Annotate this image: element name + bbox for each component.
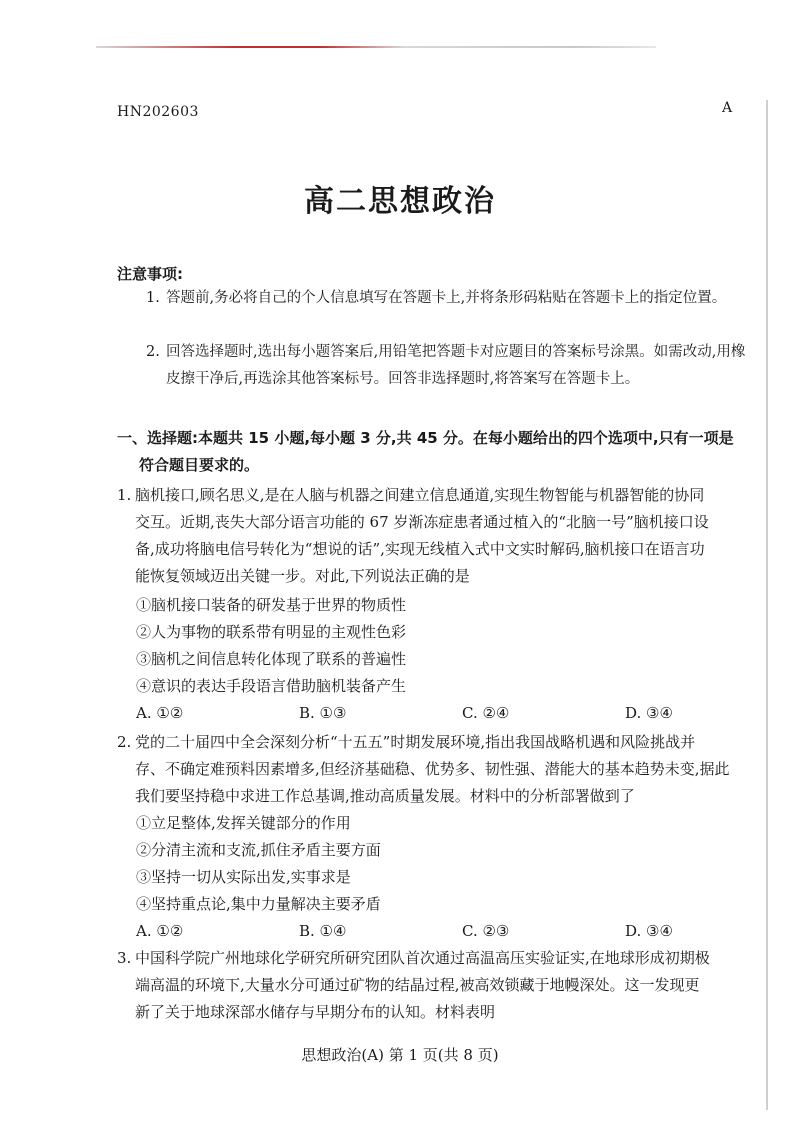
question-2-choices	[136, 918, 736, 945]
choice-c[interactable]: C. ②③	[462, 922, 510, 940]
statement: ①立足整体,发挥关键部分的作用	[136, 814, 351, 832]
statement: ④意识的表达手段语言借助脑机装备产生	[136, 677, 407, 695]
question-line: 存、不确定难预料因素增多,但经济基础稳、优势多、韧性强、潜能大的基本趋势未变,据此	[135, 760, 730, 778]
statement: ③脑机之间信息转化体现了联系的普遍性	[136, 650, 407, 668]
note-item-2	[146, 339, 746, 393]
statement: ②人为事物的联系带有明显的主观性色彩	[136, 623, 407, 641]
question-line: 党的二十届四中全会深刻分析“十五五”时期发展环境,指出我国战略机遇和风险挑战并	[135, 733, 696, 751]
question-line: 端高温的环境下,大量水分可通过矿物的结晶过程,被高效锁藏于地幔深处。这一发现更	[135, 976, 700, 994]
question-number: 2.	[117, 733, 132, 751]
page-footer: 思想政治(A) 第 1 页(共 8 页)	[301, 1046, 499, 1064]
choice-d[interactable]: D. ③④	[625, 922, 673, 940]
choice-a[interactable]: A. ①②	[136, 922, 184, 940]
top-border-line	[96, 46, 656, 48]
question-2-stem	[117, 729, 745, 810]
note-number: 1.	[146, 290, 160, 306]
question-number: 1.	[117, 486, 132, 504]
section-heading-lead: 一、选择题:本题共 15 小题,每小题 3 分,共 45 分。在每小题给出的四个选项中,只有一项是	[117, 429, 734, 447]
statement: ①脑机接口装备的研发基于世界的物质性	[136, 596, 407, 614]
question-line: 交互。近期,丧失大部分语言功能的 67 岁渐冻症患者通过植入的“北脑一号”脑机接口设	[135, 513, 709, 531]
note-item-1	[146, 285, 746, 312]
question-line: 脑机接口,顾名思义,是在人脑与机器之间建立信息通道,实现生物智能与机器智能的协同	[135, 486, 705, 504]
choice-c[interactable]: C. ②④	[462, 704, 510, 722]
question-line: 我们要坚持稳中求进工作总基调,推动高质量发展。材料中的分析部署做到了	[135, 787, 635, 805]
choice-b[interactable]: B. ①③	[299, 704, 347, 722]
statement: ④坚持重点论,集中力量解决主要矛盾	[136, 895, 381, 913]
question-1-choices	[136, 700, 736, 727]
question-line: 新了关于地球深部水储存与早期分布的认知。材料表明	[135, 1003, 496, 1021]
note-text: 答题前,务必将自己的个人信息填写在答题卡上,并将条形码粘贴在答题卡上的指定位置。	[166, 290, 727, 306]
question-line: 中国科学院广州地球化学研究所研究团队首次通过高温高压实验证实,在地球形成初期极	[135, 949, 710, 967]
choice-d[interactable]: D. ③④	[625, 704, 673, 722]
statement: ②分清主流和支流,抓住矛盾主要方面	[136, 841, 381, 859]
page-title: 高二思想政治	[304, 184, 496, 219]
statement: ③坚持一切从实际出发,实事求是	[136, 868, 351, 886]
paper-type-label: A	[722, 100, 733, 116]
note-number: 2.	[146, 344, 160, 360]
choice-b[interactable]: B. ①④	[299, 922, 347, 940]
right-margin-line	[766, 100, 768, 1110]
choice-a[interactable]: A. ①②	[136, 704, 184, 722]
question-line: 备,成功将脑电信号转化为“想说的话”,实现无线植入式中文实时解码,脑机接口在语言功	[135, 540, 705, 558]
question-number: 3.	[117, 949, 132, 967]
section-heading	[117, 425, 747, 479]
exam-code: HN202603	[117, 104, 199, 120]
question-line: 能恢复领域迈出关键一步。对此,下列说法正确的是	[135, 567, 470, 585]
note-text: 回答选择题时,选出每小题答案后,用铅笔把答题卡对应题目的答案标号涂黑。如需改动,用橡皮擦干净后,再选涂其他答案标号。回答非选择题时,将答案写在答题卡上。	[166, 344, 746, 387]
notes-heading: 注意事项:	[117, 265, 183, 283]
section-heading-cont: 符合题目要求的。	[139, 456, 260, 474]
question-1-stem	[117, 482, 745, 590]
question-3-stem	[117, 945, 745, 1026]
